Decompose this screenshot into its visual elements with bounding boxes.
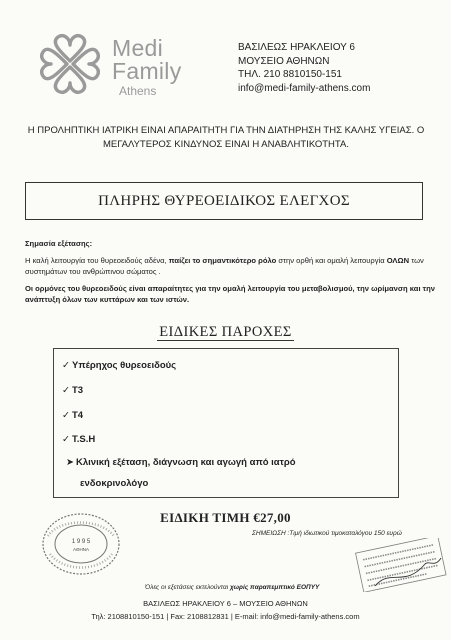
text-span: των συστημάτων του ανθρώπινου σώματος . [25, 256, 424, 276]
address-phone: ΤΗΛ. 210 8810150-151 [238, 69, 342, 80]
service-item [62, 410, 83, 421]
service-label: Κλινική εξέταση, διάγνωση και αγωγή από ιατρό [76, 457, 296, 468]
importance-paragraph-2: Οι ορμόνες του θυρεοειδούς είναι απαραίτητες για την ομαλή λειτουργία του μεταβολισμού, την ωρίμανση και την ανάπτυξη όλων των κυττάρων και των ιστών. [25, 284, 435, 304]
offers-title-text: ΕΙΔΙΚΕΣ ΠΑΡΟΧΕΣ [159, 324, 292, 340]
service-label: Τ4 [72, 410, 84, 421]
service-label: T.S.H [72, 434, 96, 445]
address-street: ΒΑΣΙΛΕΩΣ ΗΡΑΚΛΕΙΟΥ 6 [238, 42, 355, 53]
arrow-icon: ➤ [66, 457, 74, 468]
service-label: Υπέρηχος θυρεοειδούς [72, 360, 177, 371]
footer [0, 598, 451, 622]
footer-contact: Τηλ: 2108810150-151 | Fax: 2108812831 | E-mail: info@medi-family-athens.com [91, 612, 360, 621]
service-label: Τ3 [72, 385, 84, 396]
footer-address: ΒΑΣΙΛΕΩΣ ΗΡΑΚΛΕΙΟΥ 6 – ΜΟΥΣΕΙΟ ΑΘΗΝΩΝ [143, 599, 308, 608]
importance-label: Σημασία εξέτασης: [25, 239, 93, 248]
intro-text: Η ΠΡΟΛΗΠΤΙΚΗ ΙΑΤΡΙΚΗ ΕΙΝΑΙ ΑΠΑΡΑΙΤΗΤΗ ΓΙΑ ΤΗΝ ΔΙΑΤΗΡΗΣΗ ΤΗΣ ΚΑΛΗΣ ΥΓΕΙΑΣ. Ο ΜΕΓΑΛΥΤΕΡΟΣ ΚΙΝΔΥΝΟΣ ΕΙΝΑΙ Η ΑΝΑΒΛΗΤΙΚΟΤΗΤΑ. [27, 125, 425, 150]
left-stamp-icon [40, 510, 122, 578]
check-icon: ✓ [62, 360, 70, 371]
header-address [238, 41, 428, 95]
text-span: Όλες οι εξετάσεις εκτελούνται [145, 584, 230, 591]
offers-title [0, 324, 451, 341]
address-email: info@medi-family-athens.com [238, 82, 371, 94]
service-item [66, 457, 296, 468]
text-span-bold: ΟΛΩΝ [386, 256, 410, 265]
medi-family-logo-icon [40, 33, 100, 95]
brand-line-athens: Athens [119, 84, 157, 98]
service-item [62, 360, 176, 371]
stamp-year: 1 9 9 5 [71, 539, 91, 545]
importance-section [25, 238, 435, 305]
service-item-continued: ενδοκρινολόγο [80, 478, 149, 489]
text-span: στην ορθή και ομαλή λειτουργία [276, 256, 387, 265]
check-icon: ✓ [62, 385, 70, 396]
page-title: ΠΛΗΡΗΣ ΘΥΡΕΟΕΙΔΙΚΟΣ ΕΛΕΓΧΟΣ [25, 182, 423, 220]
brand-line-family: Family [112, 58, 182, 84]
check-icon: ✓ [62, 410, 70, 421]
special-price: ΕΙΔΙΚΗ ΤΙΜΗ €27,00 [160, 510, 291, 525]
brand-name [112, 37, 182, 98]
stamp-city: ΑΘΗΝΑ [73, 547, 89, 552]
all-exams-note [145, 584, 319, 591]
importance-paragraph-1 [25, 255, 435, 277]
check-icon: ✓ [62, 434, 70, 445]
service-item [62, 385, 83, 396]
address-area: ΜΟΥΣΕΙΟ ΑΘΗΝΩΝ [238, 55, 330, 67]
text-span-bold: χωρίς παραπεμπτικό ΕΟΠΥΥ [229, 584, 320, 591]
price-note: ΣΗΜΕΙΩΣΗ :Τιμή ιδιωτικού τιμοκαταλόγου 150 ευρώ [252, 530, 402, 537]
text-span-bold: παίζει το σημαντικότερο ρόλο [168, 256, 277, 265]
service-item [62, 434, 95, 445]
brand-line-medi: Medi [112, 35, 164, 61]
text-span: Η καλή λειτουργία του θυρεοειδούς αδένα, [25, 256, 169, 265]
right-stamp-icon [355, 538, 447, 592]
